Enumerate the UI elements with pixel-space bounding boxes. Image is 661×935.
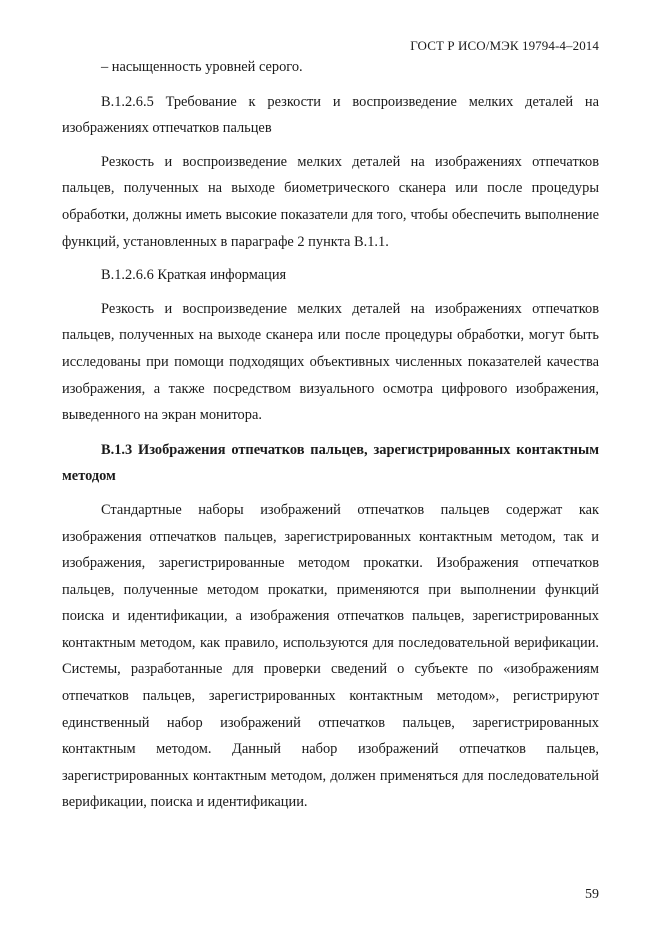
- page-body: [62, 54, 599, 816]
- section-heading-contact-fingerprints: В.1.3 Изображения отпечатков пальцев, зарегистрированных контактным методом: [62, 441, 599, 485]
- section-title-brief-info: В.1.2.6.6 Краткая информация: [101, 267, 287, 284]
- list-item-gray-saturation: – насыщенность уровней серого.: [101, 59, 303, 75]
- paragraph-sharpness-requirement: Резкость и воспроизведение мелких деталей на изображениях отпечатков пальцев, полученных на выходе биометрического сканера или после процедуры обработки, должны иметь высокие показатели для того, чтобы обеспечить выполнение функций, установленных в параграфе 2 пункта В.1.1.: [62, 153, 599, 250]
- paragraph-contact-fingerprints: Стандартные наборы изображений отпечатков пальцев содержат как изображения отпечатков пальцев, зарегистрированных контактным методом, так и изображения, зарегистрированные методом прокатки. Изображения отпечатков пальцев, полученные методом прокатки, применяются при выполнении функций поиска и идентификации, а изображения отпечатков пальцев, зарегистрированных контактным методом, как правило, используются для последовательной верификации. Системы, разработанные для проверки сведений о субъекте по «изображениям отпечатков пальцев, зарегистрированных контактным методом», регистрируют единственный набор изображений отпечатков пальцев, зарегистрированных контактным методом. Данный набор изображений отпечатков пальцев, зарегистрированных контактным методом, должен применяться для последовательной верификации, поиска и идентификации.: [62, 501, 599, 811]
- paragraph-brief-info: Резкость и воспроизведение мелких деталей на изображениях отпечатков пальцев, полученных на выходе сканера или после процедуры обработки, могут быть исследованы при помощи подходящих объективных численных показателей качества изображения, а также посредством визуального осмотра цифрового изображения, выведенного на экран монитора.: [62, 300, 599, 424]
- page-number: 59: [585, 887, 599, 902]
- standard-header: ГОСТ Р ИСО/МЭК 19794-4–2014: [410, 38, 599, 53]
- section-title-sharpness-requirement: В.1.2.6.5 Требование к резкости и воспроизведение мелких деталей на изображениях отпечатков пальцев: [62, 93, 599, 137]
